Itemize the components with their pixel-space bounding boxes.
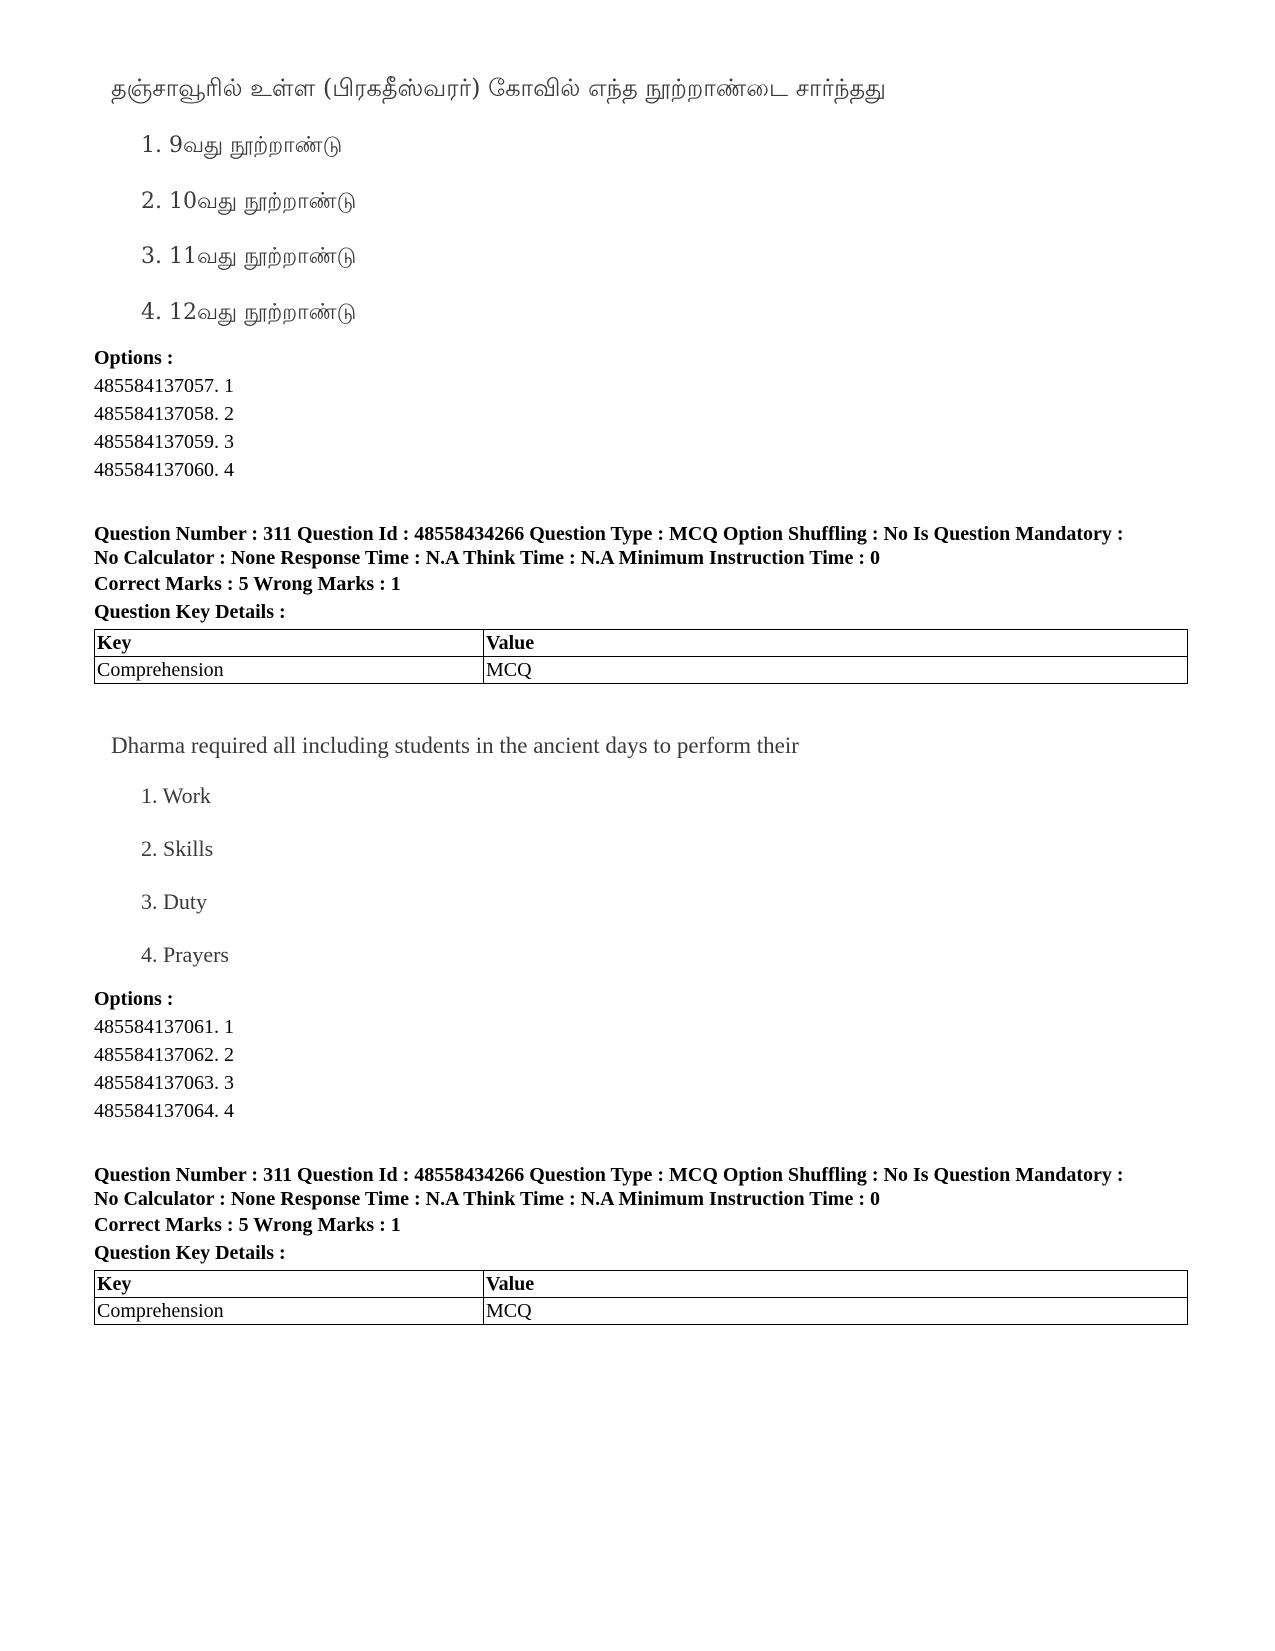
marks-line: Correct Marks : 5 Wrong Marks : 1 xyxy=(94,573,401,595)
choice-item: 4. Prayers xyxy=(141,942,229,967)
choice-item: 1. 9வது நூற்றாண்டு xyxy=(141,133,343,158)
choice-item: 2. 10வது நூற்றாண்டு xyxy=(141,189,357,214)
choice-item: 2. Skills xyxy=(141,836,214,861)
question-meta xyxy=(94,1163,1214,1211)
option-line: 485584137063. 3 xyxy=(94,1072,234,1094)
option-line: 485584137064. 4 xyxy=(94,1100,234,1122)
choice-item: 1. Work xyxy=(141,783,211,808)
table-cell: Comprehension xyxy=(95,657,484,684)
option-line: 485584137062. 2 xyxy=(94,1044,234,1066)
table-cell: Key xyxy=(95,630,484,657)
table-cell: MCQ xyxy=(484,657,1188,684)
table-cell: MCQ xyxy=(484,1298,1188,1325)
key-details-table xyxy=(94,629,1188,684)
table-cell: Key xyxy=(95,1271,484,1298)
meta-line: Question Number : 311 Question Id : 48558434266 Question Type : MCQ Option Shuffling : No Is Question Mandatory : xyxy=(94,1164,1124,1186)
table-row xyxy=(95,657,1188,684)
question-text: தஞ்சாவூரில் உள்ள (பிரகதீஸ்வரர்) கோவில் எந்த நூற்றாண்டை சார்ந்தது xyxy=(111,74,886,102)
choice-item: 3. 11வது நூற்றாண்டு xyxy=(141,244,357,269)
table-cell: Value xyxy=(484,1271,1188,1298)
key-details-table xyxy=(94,1270,1188,1325)
table-row xyxy=(95,1298,1188,1325)
option-line: 485584137061. 1 xyxy=(94,1016,234,1038)
meta-line: No Calculator : None Response Time : N.A Think Time : N.A Minimum Instruction Time : 0 xyxy=(94,1188,880,1210)
table-header-row xyxy=(95,630,1188,657)
question-text: Dharma required all including students in the ancient days to perform their xyxy=(111,733,799,758)
options-label: Options : xyxy=(94,347,174,369)
table-cell: Value xyxy=(484,630,1188,657)
option-line: 485584137059. 3 xyxy=(94,431,234,453)
options-label: Options : xyxy=(94,988,174,1010)
choice-item: 4. 12வது நூற்றாண்டு xyxy=(141,300,357,325)
choice-item: 3. Duty xyxy=(141,889,207,914)
key-details-label: Question Key Details : xyxy=(94,601,286,623)
question-meta xyxy=(94,522,1214,570)
meta-line: Question Number : 311 Question Id : 48558434266 Question Type : MCQ Option Shuffling : No Is Question Mandatory : xyxy=(94,523,1124,545)
table-header-row xyxy=(95,1271,1188,1298)
table-cell: Comprehension xyxy=(95,1298,484,1325)
option-line: 485584137057. 1 xyxy=(94,375,234,397)
key-details-label: Question Key Details : xyxy=(94,1242,286,1264)
meta-line: No Calculator : None Response Time : N.A Think Time : N.A Minimum Instruction Time : 0 xyxy=(94,547,880,569)
option-line: 485584137058. 2 xyxy=(94,403,234,425)
option-line: 485584137060. 4 xyxy=(94,459,234,481)
marks-line: Correct Marks : 5 Wrong Marks : 1 xyxy=(94,1214,401,1236)
